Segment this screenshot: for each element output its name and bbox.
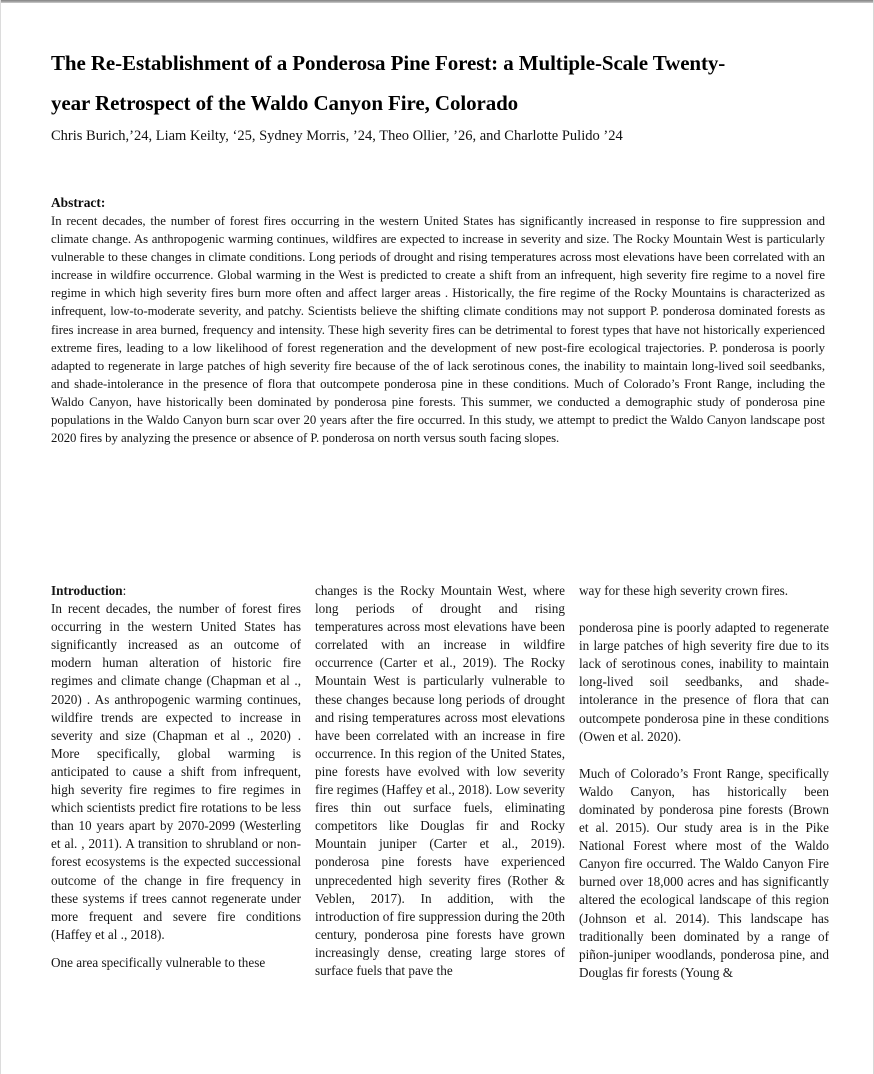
introduction-heading-label: Introduction: [51, 583, 123, 598]
paper-page: [1, 43, 873, 982]
paper-header: [51, 43, 825, 147]
paper-title-line-2: year Retrospect of the Waldo Canyon Fire, Colorado: [51, 91, 519, 115]
intro-col3-paragraph-1: way for these high severity crown fires.: [579, 583, 789, 598]
paper-title: [51, 43, 825, 123]
abstract-section: [51, 194, 825, 485]
intro-col2-paragraph-1: changes is the Rocky Mountain West, where long periods of drought and rising temperatures across most elevations have been correlated with an increase in wildfire occurrence (Carter et al., 2019). The Rocky Mountain West is particularly vulnerable to these changes because long periods of drought and rising temperatures across most elevations have been correlated with an increase in fire occurrence. In this region of the United States, pine forests have evolved with low severity fire regimes (Haffey et al., 2018). Low severity fires thin out surface fuels, eliminating competitors like Douglas fir and Rocky Mountain juniper (Carter et al., 2019). ponderosa pine forests have experienced unprecedented high severity fires (Rother & Veblen, 2017). In addition, with the introduction of fire suppression during the 20th century, ponderosa pine forests have grown increasingly dense, creating large stores of surface fuels that pave the: [315, 583, 565, 978]
abstract-heading: Abstract:: [51, 195, 106, 210]
introduction-heading-colon: :: [122, 583, 127, 598]
intro-column-1: [51, 582, 301, 982]
intro-column-2: [315, 582, 565, 982]
intro-column-3: [579, 582, 829, 982]
intro-col1-paragraph-2: One area specifically vulnerable to these: [51, 954, 266, 970]
author-byline: Chris Burich,’24, Liam Keilty, ‘25, Sydney Morris, ’24, Theo Ollier, ’26, and Charlotte Pulido ’24: [51, 128, 623, 144]
window-top-edge: [1, 0, 873, 3]
intro-col3-paragraph-3: Much of Colorado’s Front Range, specifically Waldo Canyon, has historically been dominated by ponderosa pine forests (Brown et al. 2015). Our study area is in the Pike National Forest where most of the Waldo Canyon fire occurred. The Waldo Canyon Fire burned over 18,000 acres and has significantly altered the ecological landscape of this region (Johnson et al. 2014). This landscape has traditionally been dominated by a range of piñon-juniper woodlands, ponderosa pine, and Douglas fir forests (Young &: [579, 765, 829, 980]
introduction-heading: [51, 582, 301, 600]
intro-col3-paragraph-2: ponderosa pine is poorly adapted to regenerate in large patches of high severity fire due to its lack of serotinous cones, inability to maintain long-lived soil seedbanks, and shade-intolerance in the presence of flora that can outcompete ponderosa pine in these conditions (Owen et al. 2020).: [579, 620, 829, 744]
abstract-body-paragraph: In recent decades, the number of forest fires occurring in the western United States has significantly increased in response to fire suppression and climate change. As anthropogenic warming continues, wildfires are expected to increase in severity and size. The Rocky Mountain West is particularly vulnerable to these changes in climate conditions. Long periods of drought and rising temperatures across most elevations have been correlated with an increase in wildfire occurrence. Global warming in the West is predicted to create a shift from an infrequent, high severity fire regime to a novel fire regime in which high severity fires burn more often and affect larger areas . Historically, the fire regime of the Rocky Mountains is characterized as infrequent, low-to-moderate severity, and patchy. Scientists believe the shifting climate conditions may not support P. ponderosa dominated forests as fires increase in area burned, frequency and intensity. These high severity fires can be detrimental to forest types that have not historically experienced extreme fires, leading to a low likelihood of forest regeneration and the development of new post-fire ecological trajectories. P. ponderosa is poorly adapted to regenerate in large patches of high severity fire because of the of lack serotinous cones, the inability to maintain long-lived soil seedbanks, and shade-intolerance in the presence of flora that outcompete ponderosa pine in these conditions. Much of Colorado’s Front Range, including the Waldo Canyon, have historically been dominated by ponderosa pine forests. This summer, we conducted a demographic study of ponderosa pine populations in the Waldo Canyon burn scar over 20 years after the fire occurred. In this study, we attempt to predict the Waldo Canyon landscape post 2020 fires by analyzing the presence or absence of P. ponderosa on north versus south facing slopes.: [51, 214, 825, 446]
intro-col1-paragraph-1: In recent decades, the number of forest fires occurring in the western United States has significantly increased as an outcome of modern human alteration of historic fire regimes and climate change (Chapman et al ., 2020) . As anthropogenic warming continues, wildfire trends are expected to increase in severity and size (Chapman et al ., 2020) . More specifically, global warming is anticipated to cause a shift from infrequent, high severity fire regimes to fire regimes in which scientists predict fire rotations to be less than 10 years apart by 2070-2099 (Westerling et al. , 2011). A transition to shrubland or non-forest ecosystems is the expected successional outcome of the change in fire frequency in these systems if trees cannot regenerate under more frequent and severe fire conditions (Haffey et al ., 2018).: [51, 601, 301, 942]
paper-title-line-1: The Re-Establishment of a Ponderosa Pine Forest: a Multiple-Scale Twenty-: [51, 51, 726, 75]
introduction-section: [51, 582, 829, 982]
